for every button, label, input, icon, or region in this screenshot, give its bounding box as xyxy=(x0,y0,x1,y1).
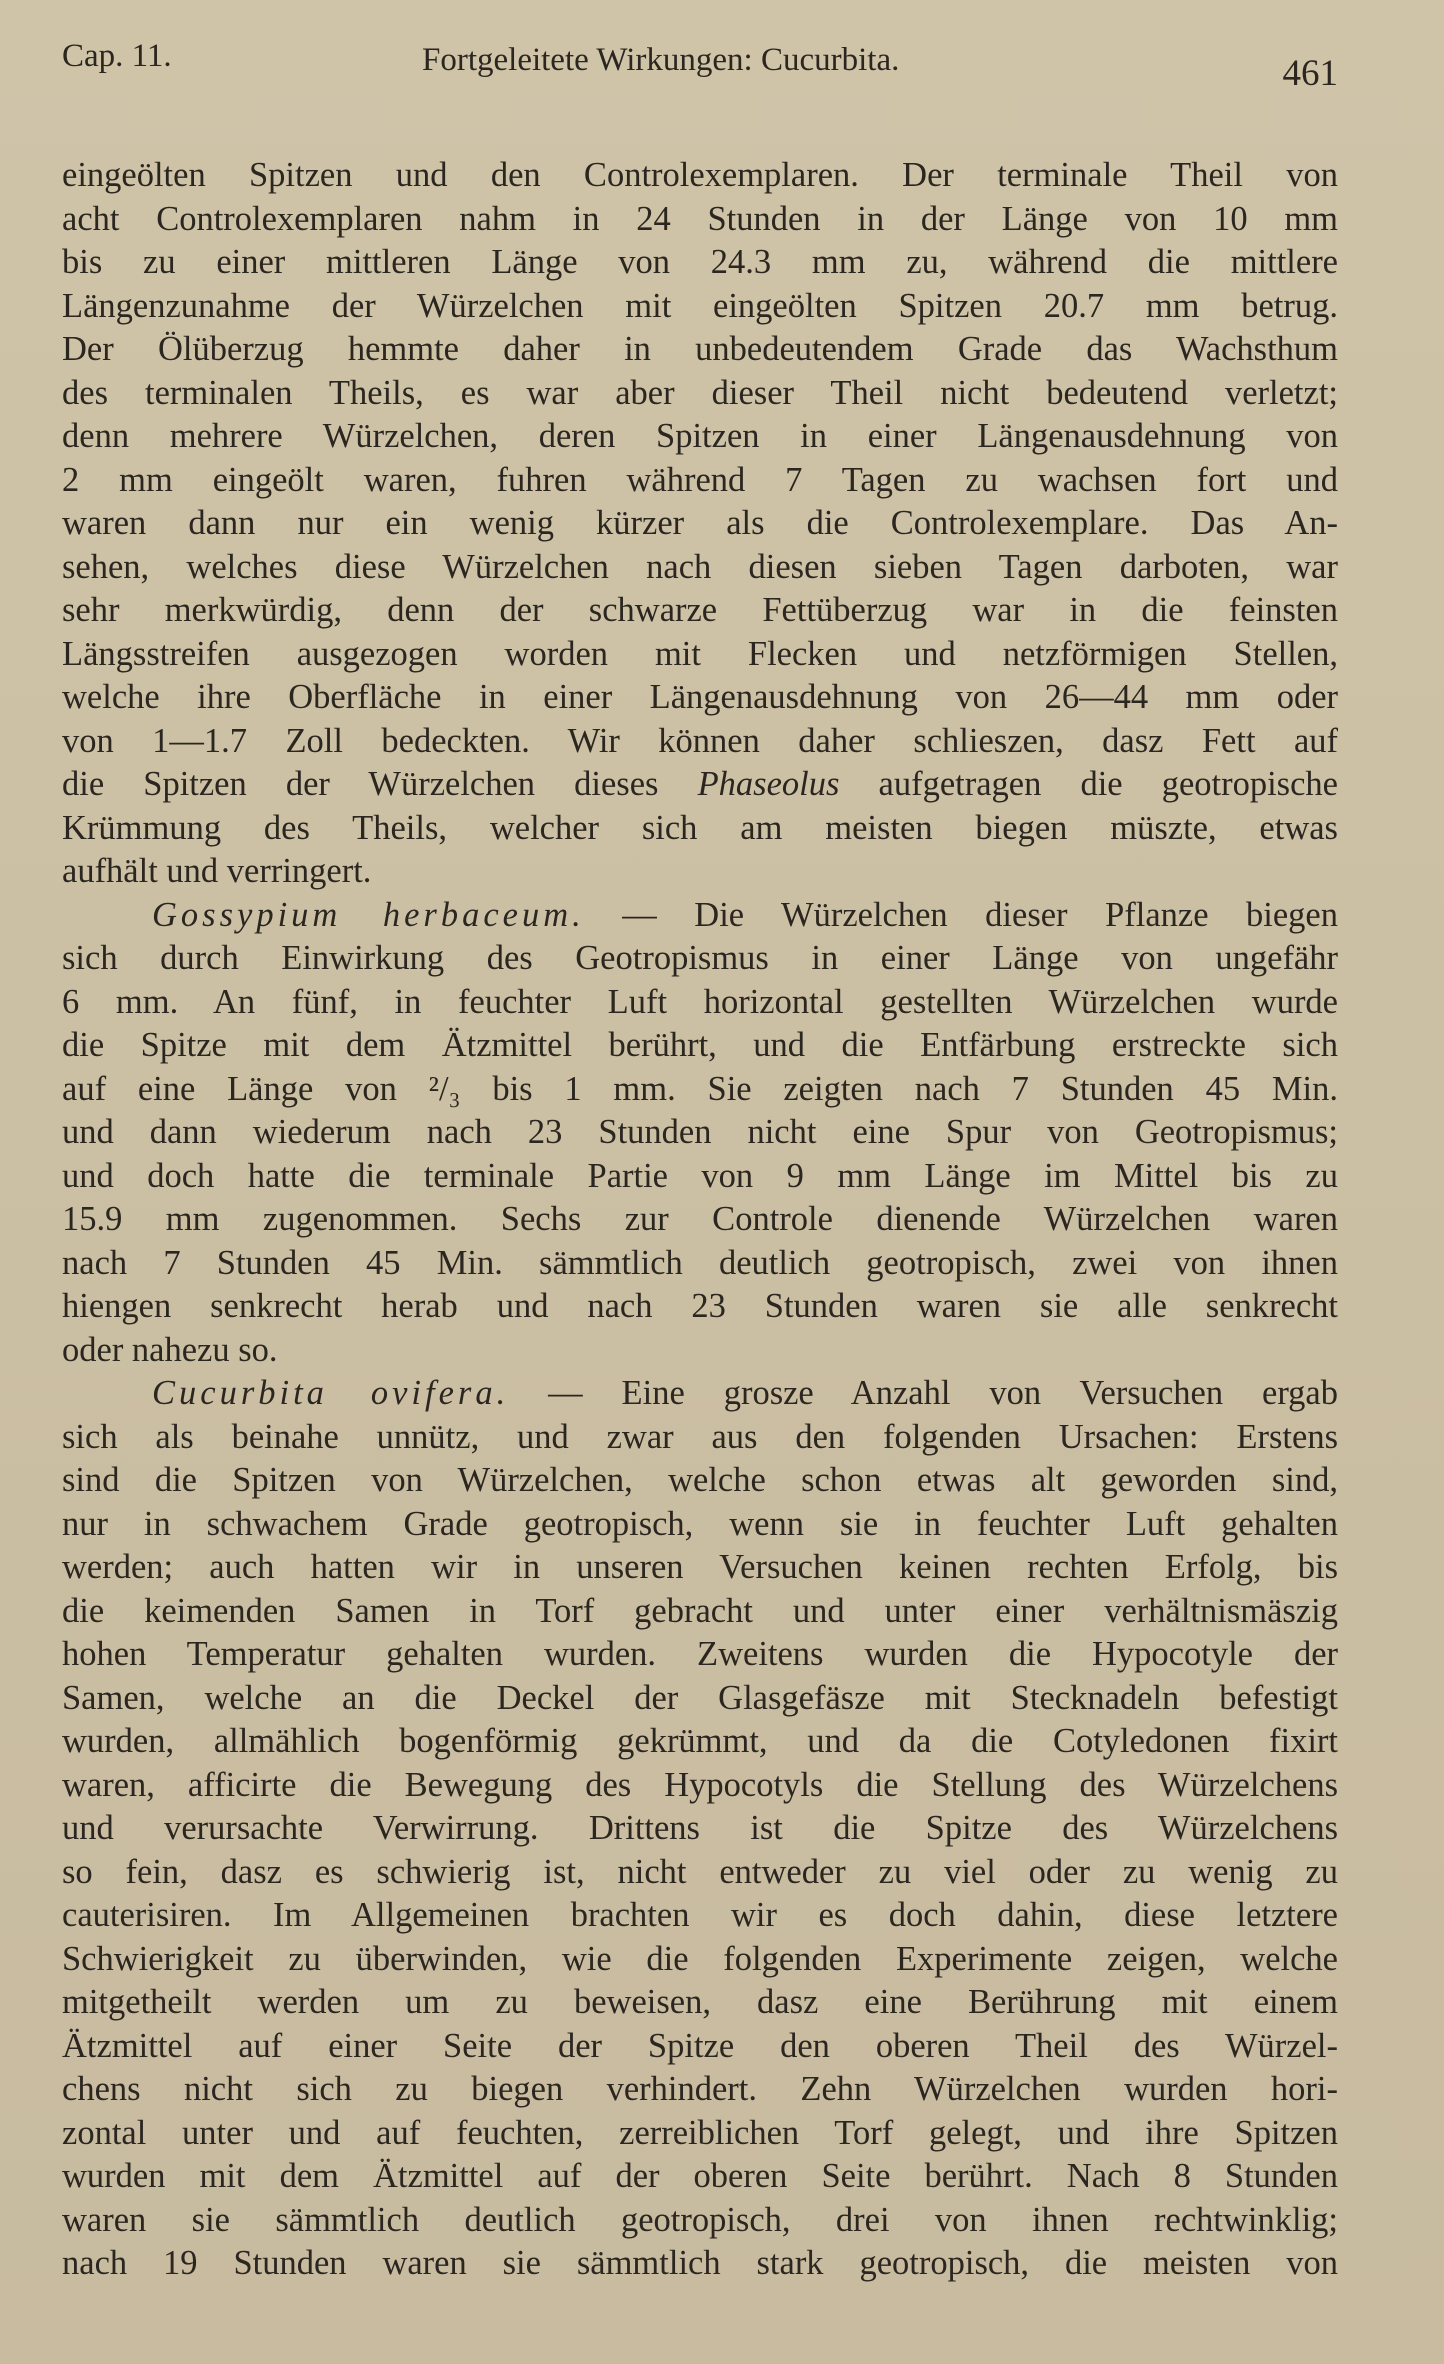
text-line: wurden, allmählich bogenförmig gekrümmt, und da die Cotyledonen fixirt xyxy=(62,1722,1338,1760)
page-number: 461 xyxy=(1282,53,1338,94)
text-line: welche ihre Oberfläche in einer Längenausdehnung von 26—44 mm oder xyxy=(62,678,1338,716)
text-run: — Die Würzelchen dieser Pflanze biegen xyxy=(584,895,1338,934)
text-line: sind die Spitzen von Würzelchen, welche schon etwas alt geworden sind, xyxy=(62,1461,1338,1499)
text-run: die Spitzen der Würzelchen dieses xyxy=(62,765,698,803)
text-line: die Spitze mit dem Ätzmittel berührt, und die Entfärbung erstreckte sich xyxy=(62,1026,1338,1064)
species-name: Cucurbita ovifera. xyxy=(152,1374,510,1412)
text-line: hiengen senkrecht herab und nach 23 Stunden waren sie alle senkrecht xyxy=(62,1287,1338,1325)
text-line: auf eine Länge von ²/₃ bis 1 mm. Sie zeigten nach 7 Stunden 45 Min. xyxy=(62,1069,1338,1108)
text-line xyxy=(62,894,1338,938)
text-line: aufhält und verringert. xyxy=(62,852,372,890)
text-line: so fein, dasz es schwierig ist, nicht entweder zu viel oder zu wenig zu xyxy=(62,1852,1338,1891)
text-run: aufgetragen die geotropische xyxy=(839,765,1338,803)
text-line: Längsstreifen ausgezogen worden mit Flecken und netzförmigen Stellen, xyxy=(62,634,1338,673)
text-line: nach 19 Stunden waren sie sämmtlich stark geotropisch, die meisten von xyxy=(62,2244,1338,2282)
text-line xyxy=(62,763,1338,807)
text-line: sich als beinahe unnütz, und zwar aus den folgenden Ursachen: Erstens xyxy=(62,1417,1338,1456)
text-line: Ätzmittel auf einer Seite der Spitze den oberen Theil des Würzel- xyxy=(62,2026,1338,2065)
body-text xyxy=(62,154,1338,2286)
page-header xyxy=(62,28,1338,94)
species-name: Gossypium herbaceum. xyxy=(152,895,585,934)
text-line: 2 mm eingeölt waren, fuhren während 7 Tagen zu wachsen fort und xyxy=(62,460,1338,499)
chapter-label: Cap. 11. xyxy=(62,38,172,74)
text-line: mitgetheilt werden um zu beweisen, dasz eine Berührung mit einem xyxy=(62,1983,1338,2021)
text-line: waren, afficirte die Bewegung des Hypocotyls die Stellung des Würzelchens xyxy=(62,1765,1338,1804)
text-line: denn mehrere Würzelchen, deren Spitzen in einer Längenausdehnung von xyxy=(62,417,1338,455)
text-line: Krümmung des Theils, welcher sich am meisten biegen müszte, etwas xyxy=(62,808,1338,847)
text-line: waren dann nur ein wenig kürzer als die Controlexemplare. Das An- xyxy=(62,504,1338,542)
text-line: cauterisiren. Im Allgemeinen brachten wir es doch dahin, diese letztere xyxy=(62,1896,1338,1934)
text-line: eingeölten Spitzen und den Controlexemplaren. Der terminale Theil von xyxy=(62,156,1338,194)
text-line: und doch hatte die terminale Partie von 9 mm Länge im Mittel bis zu xyxy=(62,1156,1338,1195)
text-line: zontal unter und auf feuchten, zerreiblichen Torf gelegt, und ihre Spitzen xyxy=(62,2113,1338,2152)
text-line: von 1—1.7 Zoll bedeckten. Wir können daher schlieszen, dasz Fett auf xyxy=(62,721,1338,760)
text-line: 6 mm. An fünf, in feuchter Luft horizontal gestellten Würzelchen wurde xyxy=(62,982,1338,1021)
text-line: hohen Temperatur gehalten wurden. Zweitens wurden die Hypocotyle der xyxy=(62,1635,1338,1673)
text-line: bis zu einer mittleren Länge von 24.3 mm zu, während die mittlere xyxy=(62,243,1338,281)
text-line: acht Controlexemplaren nahm in 24 Stunden in der Länge von 10 mm xyxy=(62,199,1338,238)
text-line xyxy=(62,1372,1338,1416)
text-line: werden; auch hatten wir in unseren Versuchen keinen rechten Erfolg, bis xyxy=(62,1548,1338,1586)
text-line: waren sie sämmtlich deutlich geotropisch, drei von ihnen rechtwinklig; xyxy=(62,2200,1338,2239)
text-line: wurden mit dem Ätzmittel auf der oberen Seite berührt. Nach 8 Stunden xyxy=(62,2157,1338,2195)
text-line: und dann wiederum nach 23 Stunden nicht eine Spur von Geotropismus; xyxy=(62,1113,1338,1151)
text-line: Schwierigkeit zu überwinden, wie die folgenden Experimente zeigen, welche xyxy=(62,1939,1338,1978)
text-line: Samen, welche an die Deckel der Glasgefäsze mit Stecknadeln befestigt xyxy=(62,1678,1338,1717)
text-line: Der Ölüberzug hemmte daher in unbedeutendem Grade das Wachsthum xyxy=(62,330,1338,368)
text-line: sehr merkwürdig, denn der schwarze Fettüberzug war in die feinsten xyxy=(62,591,1338,629)
text-line: nach 7 Stunden 45 Min. sämmtlich deutlich geotropisch, zwei von ihnen xyxy=(62,1243,1338,1282)
text-line: die keimenden Samen in Torf gebracht und unter einer verhältnismäszig xyxy=(62,1591,1338,1630)
text-line: oder nahezu so. xyxy=(62,1330,278,1369)
genus-name: Phaseolus xyxy=(697,765,840,803)
running-title: Fortgeleitete Wirkungen: Cucurbita. xyxy=(422,42,900,78)
text-line: nur in schwachem Grade geotropisch, wenn sie in feuchter Luft gehalten xyxy=(62,1504,1338,1543)
text-line: chens nicht sich zu biegen verhindert. Zehn Würzelchen wurden hori- xyxy=(62,2070,1338,2108)
text-line: sich durch Einwirkung des Geotropismus in einer Länge von ungefähr xyxy=(62,939,1338,977)
text-run: — Eine grosze Anzahl von Versuchen ergab xyxy=(509,1374,1338,1412)
text-line: 15.9 mm zugenommen. Sechs zur Controle dienende Würzelchen waren xyxy=(62,1200,1338,1238)
text-line: des terminalen Theils, es war aber dieser Theil nicht bedeutend verletzt; xyxy=(62,373,1338,412)
text-line: und verursachte Verwirrung. Drittens ist die Spitze des Würzelchens xyxy=(62,1809,1338,1847)
text-line: Längenzunahme der Würzelchen mit eingeölten Spitzen 20.7 mm betrug. xyxy=(62,286,1338,325)
text-line: sehen, welches diese Würzelchen nach diesen sieben Tagen darboten, war xyxy=(62,547,1338,586)
